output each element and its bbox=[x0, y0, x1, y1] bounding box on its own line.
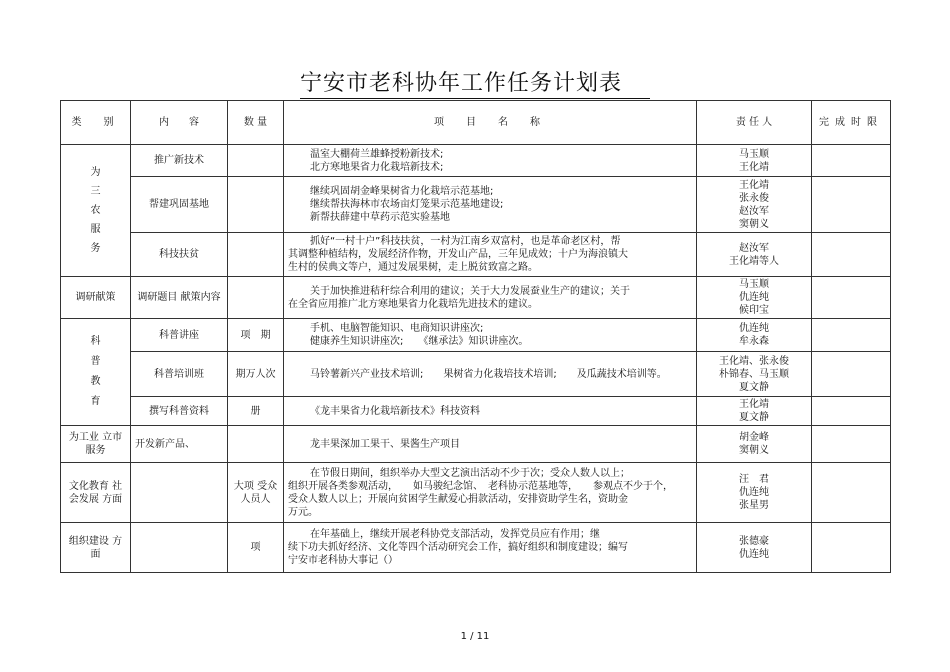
project-cell bbox=[284, 523, 697, 573]
person-name: 窦朝义 bbox=[739, 445, 769, 456]
person-name: 张星男 bbox=[739, 500, 769, 511]
person-name: 王化靖 bbox=[739, 161, 769, 173]
quantity-cell bbox=[228, 426, 284, 463]
header-responsible: 责 任 人 bbox=[697, 101, 812, 145]
project-cell bbox=[284, 277, 697, 319]
category-label: 科普教育 bbox=[90, 336, 101, 407]
deadline-cell bbox=[812, 352, 891, 397]
header-content: 内 容 bbox=[131, 101, 228, 145]
quantity-cell bbox=[228, 145, 284, 177]
project-line: 继续帮扶海林市农场亩灯笼果示范基地建设; bbox=[310, 199, 504, 210]
person-name: 牟永森 bbox=[739, 336, 769, 347]
project-line: 关于加快推进秸秆综合利用的建议；关于大力发展蚕业生产的建议；关于 bbox=[310, 285, 630, 297]
person-name: 仇连纯 bbox=[739, 487, 769, 498]
responsible-cell bbox=[697, 426, 812, 463]
quantity-cell bbox=[228, 177, 284, 233]
deadline-cell bbox=[812, 523, 891, 573]
deadline-cell bbox=[812, 177, 891, 233]
person-name: 王化靖、张永俊 bbox=[719, 355, 789, 367]
content-cell: 帮建巩固基地 bbox=[131, 177, 228, 233]
category-cell: 组织建设 方面 bbox=[61, 523, 131, 573]
category-cell bbox=[61, 319, 131, 426]
table-row bbox=[61, 277, 891, 319]
header-deadline: 完成时限 bbox=[812, 101, 891, 145]
header-category: 类 别 bbox=[61, 101, 131, 145]
project-cell bbox=[284, 233, 697, 277]
project-line: 龙丰果深加工果干、果酱生产项目 bbox=[310, 438, 460, 450]
responsible-cell bbox=[697, 233, 812, 277]
category-cell: 为工业 立市服务 bbox=[61, 426, 131, 463]
deadline-cell bbox=[812, 145, 891, 177]
project-line: 温室大棚荷兰雄蜂授粉新技术; bbox=[310, 148, 444, 160]
quantity-cell: 期万人次 bbox=[228, 352, 284, 397]
deadline-cell bbox=[812, 426, 891, 463]
responsible-cell bbox=[697, 463, 812, 523]
responsible-cell bbox=[697, 397, 812, 426]
table-row bbox=[61, 426, 891, 463]
category-label: 为三农服务 bbox=[90, 167, 101, 254]
category-cell: 调研献策 bbox=[61, 277, 131, 319]
person-name: 王化靖 bbox=[739, 399, 769, 410]
table-row bbox=[61, 177, 891, 233]
quantity-cell: 项 bbox=[228, 523, 284, 573]
header-quantity: 数 量 bbox=[228, 101, 284, 145]
project-line: 生村的侯典文等户，通过发展果树，走上脱贫致富之路。 bbox=[288, 262, 538, 273]
project-line: 宁安市老科协大事记（） bbox=[288, 555, 398, 566]
table-row bbox=[61, 352, 891, 397]
project-line: 组织开展各类参观活动， 如马骏纪念馆、 老科协示范基地等， 参观点不少于个， bbox=[288, 480, 673, 492]
content-cell bbox=[131, 463, 228, 523]
project-cell bbox=[284, 145, 697, 177]
person-name: 夏文静 bbox=[739, 412, 769, 423]
project-line: 在年基础上，继续开展老科协党支部活动，发挥党员应有作用；继 bbox=[310, 529, 600, 540]
content-cell: 推广新技术 bbox=[131, 145, 228, 177]
project-line: 在全省应用推广北方寒地果省力化栽培先进技术的建议。 bbox=[288, 298, 538, 310]
quantity-cell: 册 bbox=[228, 397, 284, 426]
person-name: 候印宝 bbox=[739, 305, 769, 316]
responsible-cell bbox=[697, 319, 812, 352]
content-cell: 调研题目 献策内容 bbox=[131, 277, 228, 319]
page-title: 宁安市老科协年工作任务计划表 bbox=[300, 70, 650, 99]
content-cell bbox=[131, 523, 228, 573]
person-name: 仇连纯 bbox=[739, 323, 769, 334]
person-name: 赵汝军 bbox=[739, 205, 769, 217]
quantity-cell: 大项 受众人员人 bbox=[228, 463, 284, 523]
project-line: 马铃薯新兴产业技术培训; 果树省力化栽培技术培训; 及瓜蔬技术培训等。 bbox=[310, 368, 667, 380]
content-cell: 科普讲座 bbox=[131, 319, 228, 352]
person-name: 窦朝义 bbox=[739, 218, 769, 230]
table-header-row bbox=[61, 101, 891, 145]
project-line: 北方寒地果省力化栽培新技术; bbox=[310, 161, 444, 173]
deadline-cell bbox=[812, 233, 891, 277]
person-name: 王化靖 bbox=[739, 179, 769, 191]
content-cell: 开发新产品、 bbox=[131, 426, 228, 463]
responsible-cell bbox=[697, 177, 812, 233]
project-line: 手机、电脑智能知识、电商知识讲座次; bbox=[310, 323, 484, 334]
project-line: 其调整种植结构，发展经济作物，开发山产品，三年见成效；十户为海浪镇大 bbox=[288, 249, 628, 260]
table-row bbox=[61, 233, 891, 277]
category-cell: 文化教育 社会发展 方面 bbox=[61, 463, 131, 523]
person-name: 胡金峰 bbox=[739, 432, 769, 443]
project-line: 在节假日期间，组织举办大型文艺演出活动不少于次；受众人数人以上； bbox=[310, 467, 630, 479]
deadline-cell bbox=[812, 397, 891, 426]
project-cell bbox=[284, 463, 697, 523]
deadline-cell bbox=[812, 277, 891, 319]
person-name: 马玉顺 bbox=[739, 148, 769, 160]
table-row bbox=[61, 397, 891, 426]
responsible-cell bbox=[697, 277, 812, 319]
content-cell: 撰写科普资料 bbox=[131, 397, 228, 426]
content-cell: 科普培训班 bbox=[131, 352, 228, 397]
project-line: 万元。 bbox=[288, 506, 318, 518]
person-name: 张永俊 bbox=[739, 192, 769, 204]
project-cell bbox=[284, 177, 697, 233]
person-name: 仇连纯 bbox=[739, 548, 769, 560]
content-cell: 科技扶贫 bbox=[131, 233, 228, 277]
project-line: 受众人数人以上；开展向贫困学生献爱心捐款活动，安排资助学生名，资助金 bbox=[288, 493, 628, 505]
project-cell bbox=[284, 397, 697, 426]
person-name: 王化靖等人 bbox=[729, 255, 779, 267]
person-name: 夏文静 bbox=[739, 381, 769, 393]
deadline-cell bbox=[812, 463, 891, 523]
project-line: 抓好“一村十户”科技扶贫，一村为江南乡双富村，也是革命老区村，帮 bbox=[310, 236, 621, 247]
project-line: 新帮扶薛建中草药示范实验基地 bbox=[310, 212, 450, 223]
responsible-cell bbox=[697, 523, 812, 573]
quantity-cell bbox=[228, 233, 284, 277]
project-cell bbox=[284, 426, 697, 463]
person-name: 赵汝军 bbox=[739, 242, 769, 254]
page-number: 1 / 11 bbox=[460, 631, 490, 642]
header-project: 项 目 名 称 bbox=[284, 101, 697, 145]
project-line: 继续巩固胡金峰果树省力化栽培示范基地; bbox=[310, 186, 494, 197]
person-name: 汪 君 bbox=[739, 474, 769, 485]
project-line: 健康养生知识讲座次; 《继承法》知识讲座次。 bbox=[310, 336, 529, 347]
project-line: 续下功夫抓好经济、文化等四个活动研究会工作，搞好组织和制度建设；编写 bbox=[288, 542, 628, 553]
plan-table bbox=[60, 100, 891, 573]
project-line: 《龙丰果省力化栽培新技术》科技资料 bbox=[310, 405, 480, 417]
person-name: 朴锦春、马玉顺 bbox=[719, 368, 789, 380]
person-name: 仇连纯 bbox=[739, 292, 769, 303]
person-name: 马玉顺 bbox=[739, 279, 769, 290]
quantity-cell: 项 期 bbox=[228, 319, 284, 352]
quantity-cell bbox=[228, 277, 284, 319]
table-row bbox=[61, 523, 891, 573]
responsible-cell bbox=[697, 145, 812, 177]
table-row bbox=[61, 319, 891, 352]
category-cell bbox=[61, 145, 131, 277]
deadline-cell bbox=[812, 319, 891, 352]
project-cell bbox=[284, 319, 697, 352]
table-row bbox=[61, 145, 891, 177]
project-cell bbox=[284, 352, 697, 397]
responsible-cell bbox=[697, 352, 812, 397]
table-row bbox=[61, 463, 891, 523]
person-name: 张德豪 bbox=[739, 535, 769, 547]
